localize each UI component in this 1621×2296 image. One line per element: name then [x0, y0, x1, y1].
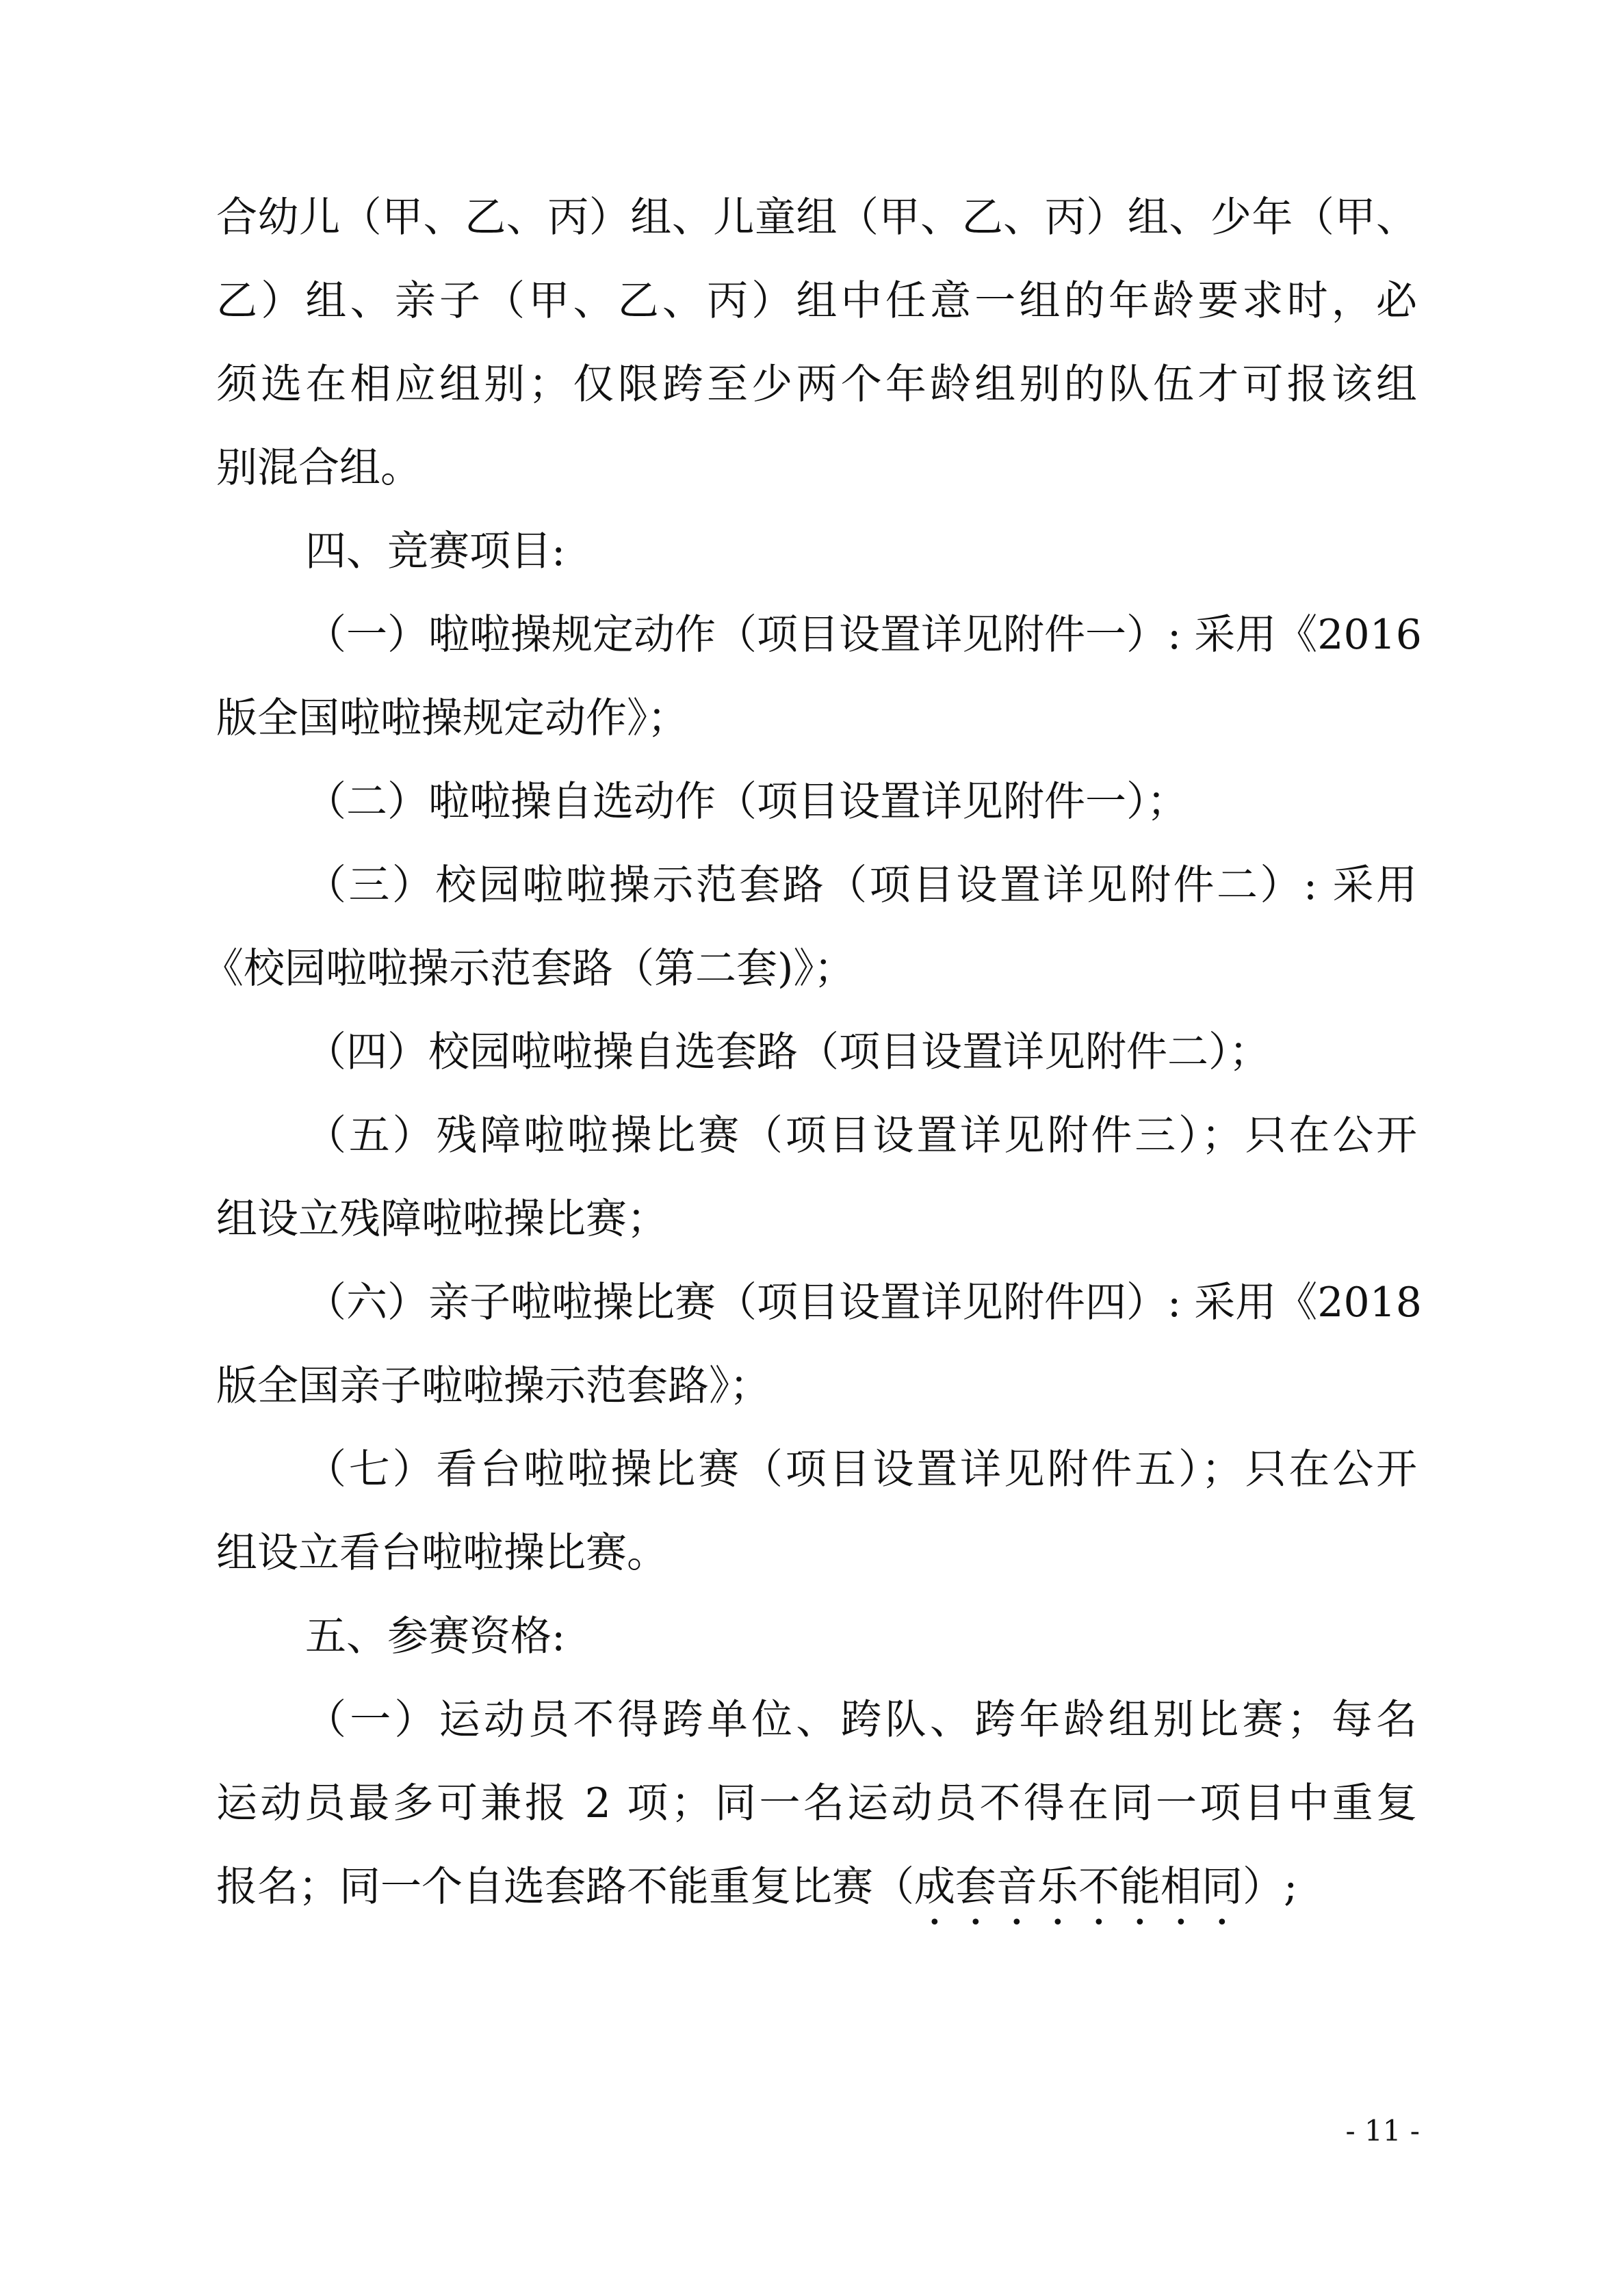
text-line-eligibility-3 [216, 1860, 1417, 1914]
section-heading-competition-events: 四、竞赛项目: [305, 527, 566, 575]
text-line-event-4: （四）校园啦啦操自选套路（项目设置详见附件二）； [305, 1028, 1270, 1076]
section-heading-eligibility: 五、参赛资格: [305, 1613, 566, 1660]
text-line-eligibility-1: （一）运动员不得跨单位、跨队、跨年龄组别比赛；每名 [305, 1696, 1417, 1744]
text-line-event-3: （三）校园啦啦操示范套路（项目设置详见附件二）: 采用 [305, 861, 1417, 909]
text-line-event-6: （六）亲子啦啦操比赛（项目设置详见附件四）: 采用《2018 [305, 1279, 1422, 1327]
text-line-event-1-cont: 版全国啦啦操规定动作》； [216, 694, 688, 742]
text-line-event-6-cont: 版全国亲子啦啦操示范套路》； [216, 1362, 770, 1410]
text-line-event-3-cont: 《校园啦啦操示范套路（第二套)》； [203, 945, 855, 993]
text-line-4: 别混合组。 [216, 444, 422, 492]
text-line-3: 须选在相应组别；仅限跨至少两个年龄组别的队伍才可报该组 [216, 361, 1417, 408]
text-line-event-5: （五）残障啦啦操比赛（项目设置详见附件三）；只在公开 [305, 1112, 1417, 1160]
page-number: - 11 - [1345, 2114, 1420, 2148]
text-line-event-7: （七）看台啦啦操比赛（项目设置详见附件五）；只在公开 [305, 1446, 1417, 1493]
text-line-event-7-cont: 组设立看台啦啦操比赛。 [216, 1529, 668, 1577]
text-line-eligibility-3-main: 报名；同一个自选套路不能重复比赛 [216, 1863, 873, 1911]
emphasized-text: （成套音乐不能相同）; [873, 1863, 1298, 1911]
text-line-event-1: （一）啦啦操规定动作（项目设置详见附件一）: 采用《2016 [305, 611, 1422, 659]
text-line-1: 合幼儿（甲、乙、丙）组、儿童组（甲、乙、丙）组、少年（甲、 [216, 194, 1417, 242]
text-line-event-2: （二）啦啦操自选动作（项目设置详见附件一）； [305, 778, 1188, 826]
text-line-2: 乙）组、亲子（甲、乙、丙）组中任意一组的年龄要求时，必 [216, 277, 1417, 325]
text-line-event-5-cont: 组设立残障啦啦操比赛； [216, 1195, 668, 1243]
text-line-eligibility-2: 运动员最多可兼报 2 项；同一名运动员不得在同一项目中重复 [216, 1779, 1417, 1827]
